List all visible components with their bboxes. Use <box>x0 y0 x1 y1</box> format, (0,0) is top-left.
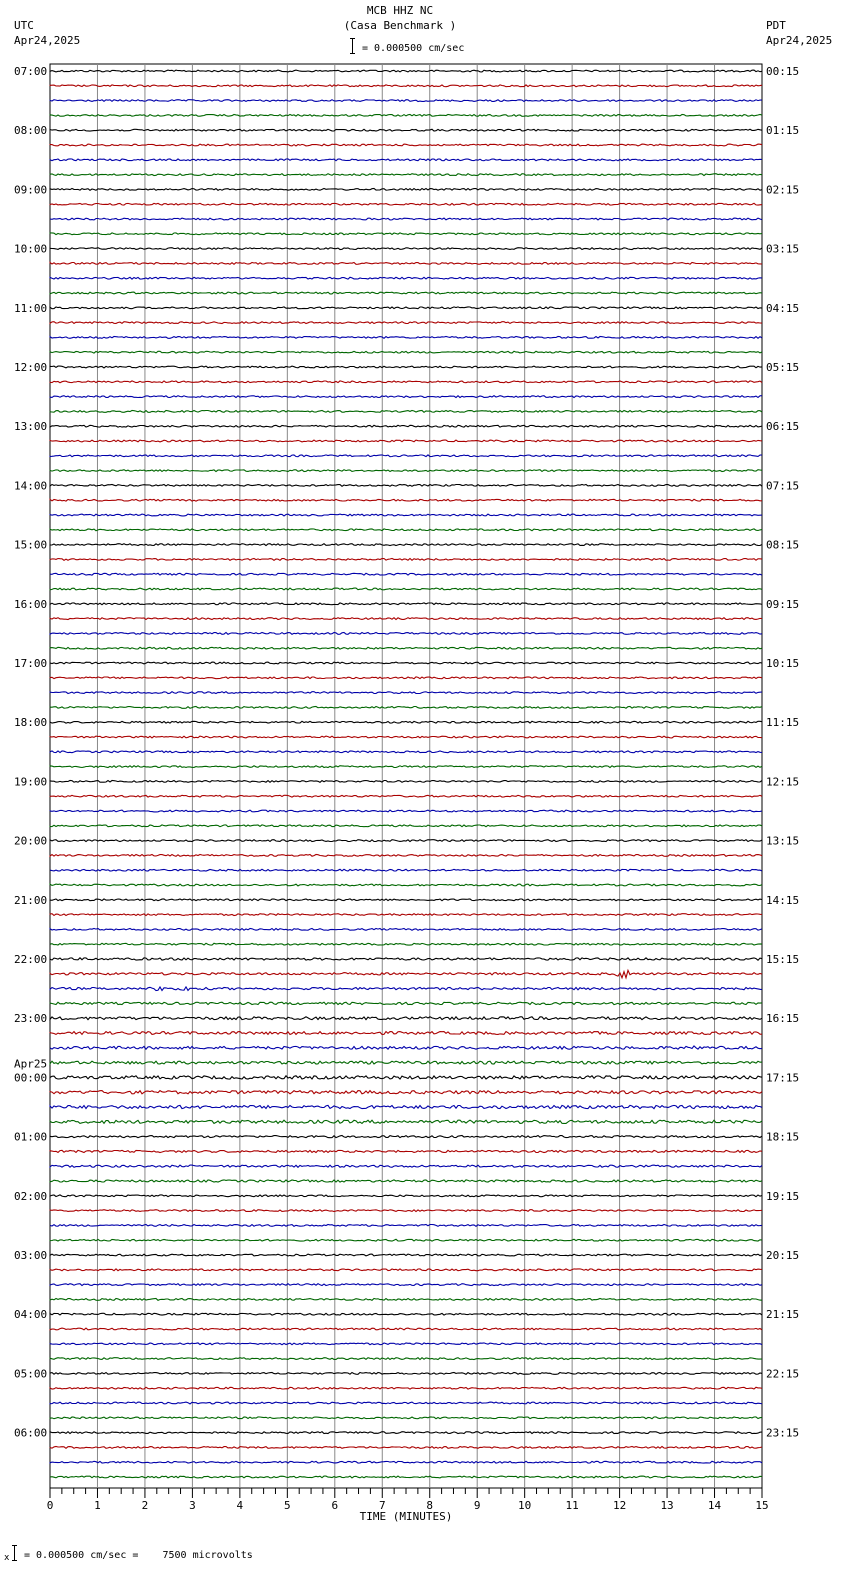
seismic-trace <box>50 1225 762 1227</box>
seismic-trace <box>50 588 762 590</box>
seismic-trace <box>50 573 762 575</box>
local-hour-label: 21:15 <box>766 1308 800 1322</box>
local-hour-label: 01:15 <box>766 124 800 138</box>
local-hour-label: 14:15 <box>766 893 800 907</box>
local-hour-label: 11:15 <box>766 716 800 730</box>
seismic-trace <box>50 411 762 413</box>
station-title: MCB HHZ NC <box>366 4 434 17</box>
seismic-trace <box>50 618 762 620</box>
utc-hour-label: 20:00 <box>14 834 48 848</box>
utc-hour-label: 00:00 <box>14 1071 48 1085</box>
local-hour-label: 13:15 <box>766 834 800 848</box>
footer-prefix: x <box>4 1553 10 1563</box>
seismic-trace <box>50 425 762 427</box>
seismic-trace <box>50 1046 762 1049</box>
utc-hour-label: 03:00 <box>14 1249 48 1262</box>
seismic-trace <box>50 1373 762 1375</box>
local-hour-label: 09:15 <box>766 597 800 611</box>
utc-hour-label: 12:00 <box>14 361 48 374</box>
seismic-trace <box>50 1284 762 1286</box>
seismic-trace <box>50 322 762 324</box>
station-site: (Casa Benchmark ) <box>343 19 457 32</box>
x-tick-label: 15 <box>755 1499 769 1512</box>
seismic-trace <box>50 677 762 679</box>
utc-hour-label: 11:00 <box>14 301 48 315</box>
x-tick-label: 3 <box>189 1499 196 1512</box>
seismic-trace <box>50 351 762 353</box>
left-timezone: UTC <box>14 19 34 32</box>
local-hour-label: 23:15 <box>766 1426 800 1440</box>
local-hour-label: 22:15 <box>766 1367 800 1381</box>
seismic-trace <box>50 958 762 960</box>
seismic-trace <box>50 292 762 294</box>
seismic-trace <box>50 307 762 309</box>
seismic-trace <box>50 174 762 176</box>
utc-hour-label: 10:00 <box>14 242 48 256</box>
seismic-trace <box>50 115 762 117</box>
seismic-trace <box>50 1239 762 1241</box>
x-tick-label: 7 <box>378 1499 386 1512</box>
utc-hour-label: 02:00 <box>14 1189 48 1203</box>
seismic-trace <box>50 840 762 842</box>
x-tick-label: 14 <box>707 1499 722 1512</box>
footer-scale-bar-icon <box>12 1545 18 1561</box>
seismic-trace <box>50 1002 762 1004</box>
local-hour-label: 02:15 <box>766 183 800 197</box>
utc-hour-label: 17:00 <box>14 657 48 670</box>
utc-hour-label: 09:00 <box>14 183 48 197</box>
seismic-trace <box>50 1269 762 1271</box>
seismic-trace <box>50 987 762 991</box>
seismic-trace <box>50 203 762 205</box>
x-tick-label: 10 <box>518 1499 532 1512</box>
seismic-trace <box>50 781 762 783</box>
seismic-trace <box>50 647 762 649</box>
seismic-trace <box>50 1061 762 1064</box>
seismic-trace <box>50 381 762 383</box>
seismic-trace <box>50 1432 762 1434</box>
local-hour-label: 07:15 <box>766 479 800 493</box>
seismic-trace <box>50 1210 762 1212</box>
seismic-trace <box>50 277 762 279</box>
seismic-trace <box>50 869 762 871</box>
utc-hour-label: 16:00 <box>14 597 48 611</box>
seismic-trace <box>50 396 762 398</box>
utc-hour-label: 05:00 <box>14 1367 48 1381</box>
seismic-trace <box>50 233 762 235</box>
local-hour-label: 06:15 <box>766 420 800 434</box>
seismic-trace <box>50 736 762 738</box>
seismic-trace <box>50 559 762 561</box>
utc-hour-label: 07:00 <box>14 65 48 78</box>
x-tick-label: 11 <box>565 1499 579 1512</box>
local-hour-label: 00:15 <box>766 65 800 78</box>
x-tick-label: 5 <box>284 1499 291 1512</box>
x-tick-label: 0 <box>46 1499 54 1512</box>
seismic-trace <box>50 337 762 339</box>
utc-hour-label: 23:00 <box>14 1012 48 1026</box>
seismic-trace <box>50 1461 762 1463</box>
local-hour-label: 16:15 <box>766 1012 800 1026</box>
seismic-trace <box>50 144 762 146</box>
seismic-trace <box>50 129 762 131</box>
seismic-trace <box>50 1402 762 1404</box>
seismic-trace <box>50 248 762 250</box>
seismic-trace <box>50 1165 762 1167</box>
seismic-trace <box>50 1476 762 1478</box>
seismic-trace <box>50 1447 762 1449</box>
seismic-trace <box>50 1150 762 1152</box>
utc-hour-label: 18:00 <box>14 716 48 730</box>
seismic-trace <box>50 1091 762 1094</box>
seismic-trace <box>50 100 762 102</box>
local-hour-label: 15:15 <box>766 953 800 966</box>
seismic-trace <box>50 970 762 977</box>
seismic-trace <box>50 795 762 797</box>
scale-label: = 0.000500 cm/sec <box>362 43 465 54</box>
seismic-trace <box>50 1328 762 1330</box>
seismic-trace <box>50 766 762 768</box>
x-tick-label: 2 <box>141 1499 149 1512</box>
seismic-trace <box>50 855 762 857</box>
seismic-trace <box>50 159 762 161</box>
utc-hour-label: 14:00 <box>14 479 48 493</box>
seismic-trace <box>50 810 762 812</box>
x-tick-label: 13 <box>660 1499 674 1512</box>
seismic-trace <box>50 943 762 945</box>
utc-hour-label: 22:00 <box>14 953 48 966</box>
seismic-trace <box>50 189 762 191</box>
seismic-trace <box>50 1120 762 1123</box>
seismic-trace <box>50 529 762 531</box>
seismic-trace <box>50 633 762 635</box>
seismic-trace <box>50 1195 762 1197</box>
seismic-trace <box>50 440 762 442</box>
seismic-trace <box>50 1358 762 1360</box>
footer-scale-label: = 0.000500 cm/sec = 7500 microvolts <box>24 1550 253 1561</box>
local-hour-label: 08:15 <box>766 538 800 552</box>
seismic-trace <box>50 455 762 457</box>
seismic-trace <box>50 825 762 827</box>
local-hour-label: 05:15 <box>766 361 800 374</box>
local-hour-label: 10:15 <box>766 657 800 670</box>
x-tick-label: 4 <box>236 1499 244 1512</box>
seismic-trace <box>50 1387 762 1389</box>
seismic-trace <box>50 218 762 220</box>
local-hour-label: 12:15 <box>766 775 800 789</box>
seismic-trace <box>50 707 762 709</box>
seismic-trace <box>50 544 762 546</box>
utc-hour-label: 19:00 <box>14 775 48 789</box>
utc-hour-label: 06:00 <box>14 1426 48 1440</box>
seismic-trace <box>50 884 762 886</box>
seismic-trace <box>50 662 762 664</box>
local-hour-label: 04:15 <box>766 301 800 315</box>
seismic-trace <box>50 1313 762 1315</box>
left-date: Apr24,2025 <box>14 34 81 47</box>
seismic-trace <box>50 899 762 901</box>
seismic-trace <box>50 85 762 87</box>
date-change-label: Apr25 <box>14 1057 48 1071</box>
local-hour-label: 18:15 <box>766 1130 800 1144</box>
x-tick-label: 8 <box>426 1499 434 1512</box>
seismic-trace <box>50 70 762 72</box>
local-hour-label: 20:15 <box>766 1249 800 1262</box>
seismic-trace <box>50 1299 762 1301</box>
seismic-trace <box>50 1032 762 1035</box>
seismic-trace <box>50 721 762 723</box>
seismic-trace <box>50 1343 762 1345</box>
seismic-trace <box>50 485 762 487</box>
seismic-trace <box>50 514 762 516</box>
local-hour-label: 03:15 <box>766 242 800 256</box>
x-tick-label: 9 <box>473 1499 481 1512</box>
seismic-trace <box>50 263 762 265</box>
x-tick-label: 1 <box>94 1499 101 1512</box>
local-hour-label: 17:15 <box>766 1071 800 1085</box>
seismic-trace <box>50 1076 762 1079</box>
seismic-trace <box>50 1417 762 1419</box>
seismic-trace <box>50 499 762 501</box>
right-timezone: PDT <box>766 19 786 32</box>
local-hour-label: 19:15 <box>766 1189 800 1203</box>
utc-hour-label: 08:00 <box>14 124 48 138</box>
seismic-trace <box>50 603 762 605</box>
seismic-trace <box>50 914 762 916</box>
utc-hour-label: 15:00 <box>14 538 48 552</box>
x-tick-label: 12 <box>612 1499 627 1512</box>
seismic-trace <box>50 366 762 368</box>
seismic-trace <box>50 751 762 753</box>
seismic-trace <box>50 470 762 472</box>
utc-hour-label: 01:00 <box>14 1130 48 1144</box>
right-date: Apr24,2025 <box>766 34 833 47</box>
utc-hour-label: 21:00 <box>14 893 48 907</box>
scale-bar-icon <box>350 38 356 54</box>
seismic-trace <box>50 1017 762 1020</box>
seismic-trace <box>50 1254 762 1256</box>
utc-hour-label: 13:00 <box>14 420 48 434</box>
x-tick-label: 6 <box>331 1499 339 1512</box>
x-axis-label: TIME (MINUTES) <box>359 1510 453 1523</box>
seismic-trace <box>50 1180 762 1182</box>
seismic-trace <box>50 1105 762 1108</box>
utc-hour-label: 04:00 <box>14 1308 48 1322</box>
seismic-trace <box>50 929 762 931</box>
seismic-trace <box>50 1136 762 1138</box>
seismic-trace <box>50 692 762 694</box>
